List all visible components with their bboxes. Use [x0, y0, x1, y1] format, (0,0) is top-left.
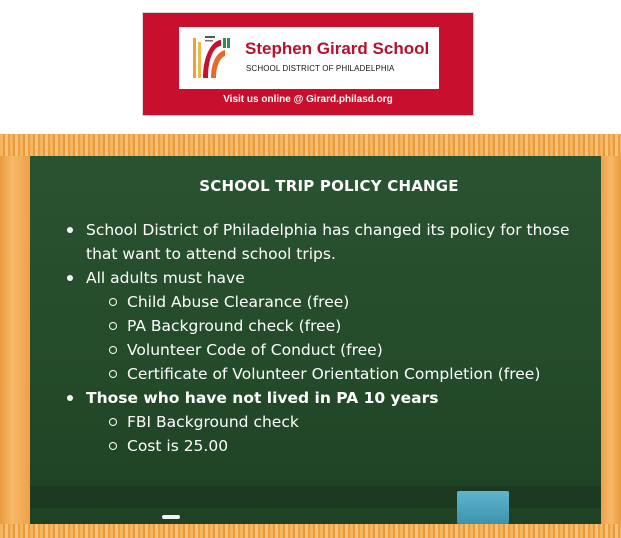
frame-bottom [0, 524, 621, 538]
board-title: SCHOOL TRIP POLICY CHANGE [199, 177, 459, 195]
school-name: Stephen Girard School [245, 39, 430, 58]
stephen-girard-logo-icon [191, 34, 231, 82]
school-banner [142, 12, 474, 116]
sublist-item: Cost is 25.00 [86, 434, 576, 458]
frame-top [0, 134, 621, 156]
sublist-item: Child Abuse Clearance (free) [86, 290, 576, 314]
school-logo-box [179, 27, 439, 89]
sublist-item: Certificate of Volunteer Orientation Completion (free) [86, 362, 576, 386]
frame-left [0, 156, 30, 524]
sublist-item: FBI Background check [86, 410, 576, 434]
sublist [86, 410, 576, 458]
eraser-icon [457, 491, 509, 524]
sublist [86, 290, 576, 386]
list-item [66, 266, 576, 386]
sublist-item: PA Background check (free) [86, 314, 576, 338]
chalkboard-frame [0, 134, 621, 538]
frame-right [601, 156, 621, 524]
policy-item-text: School District of Philadelphia has changed its policy for those that want to attend school trips. [86, 221, 570, 263]
chalk-ledge [30, 486, 601, 508]
district-name: SCHOOL DISTRICT OF PHILADELPHIA [246, 64, 395, 73]
sublist-item: Volunteer Code of Conduct (free) [86, 338, 576, 362]
list-item [66, 218, 576, 266]
policy-list [66, 218, 576, 458]
chalk-icon [162, 515, 180, 519]
policy-item-text: Those who have not lived in PA 10 years [86, 389, 439, 407]
website-link[interactable]: Visit us online @ Girard.philasd.org [223, 94, 393, 105]
policy-item-text: All adults must have [86, 269, 245, 287]
list-item [66, 386, 576, 458]
